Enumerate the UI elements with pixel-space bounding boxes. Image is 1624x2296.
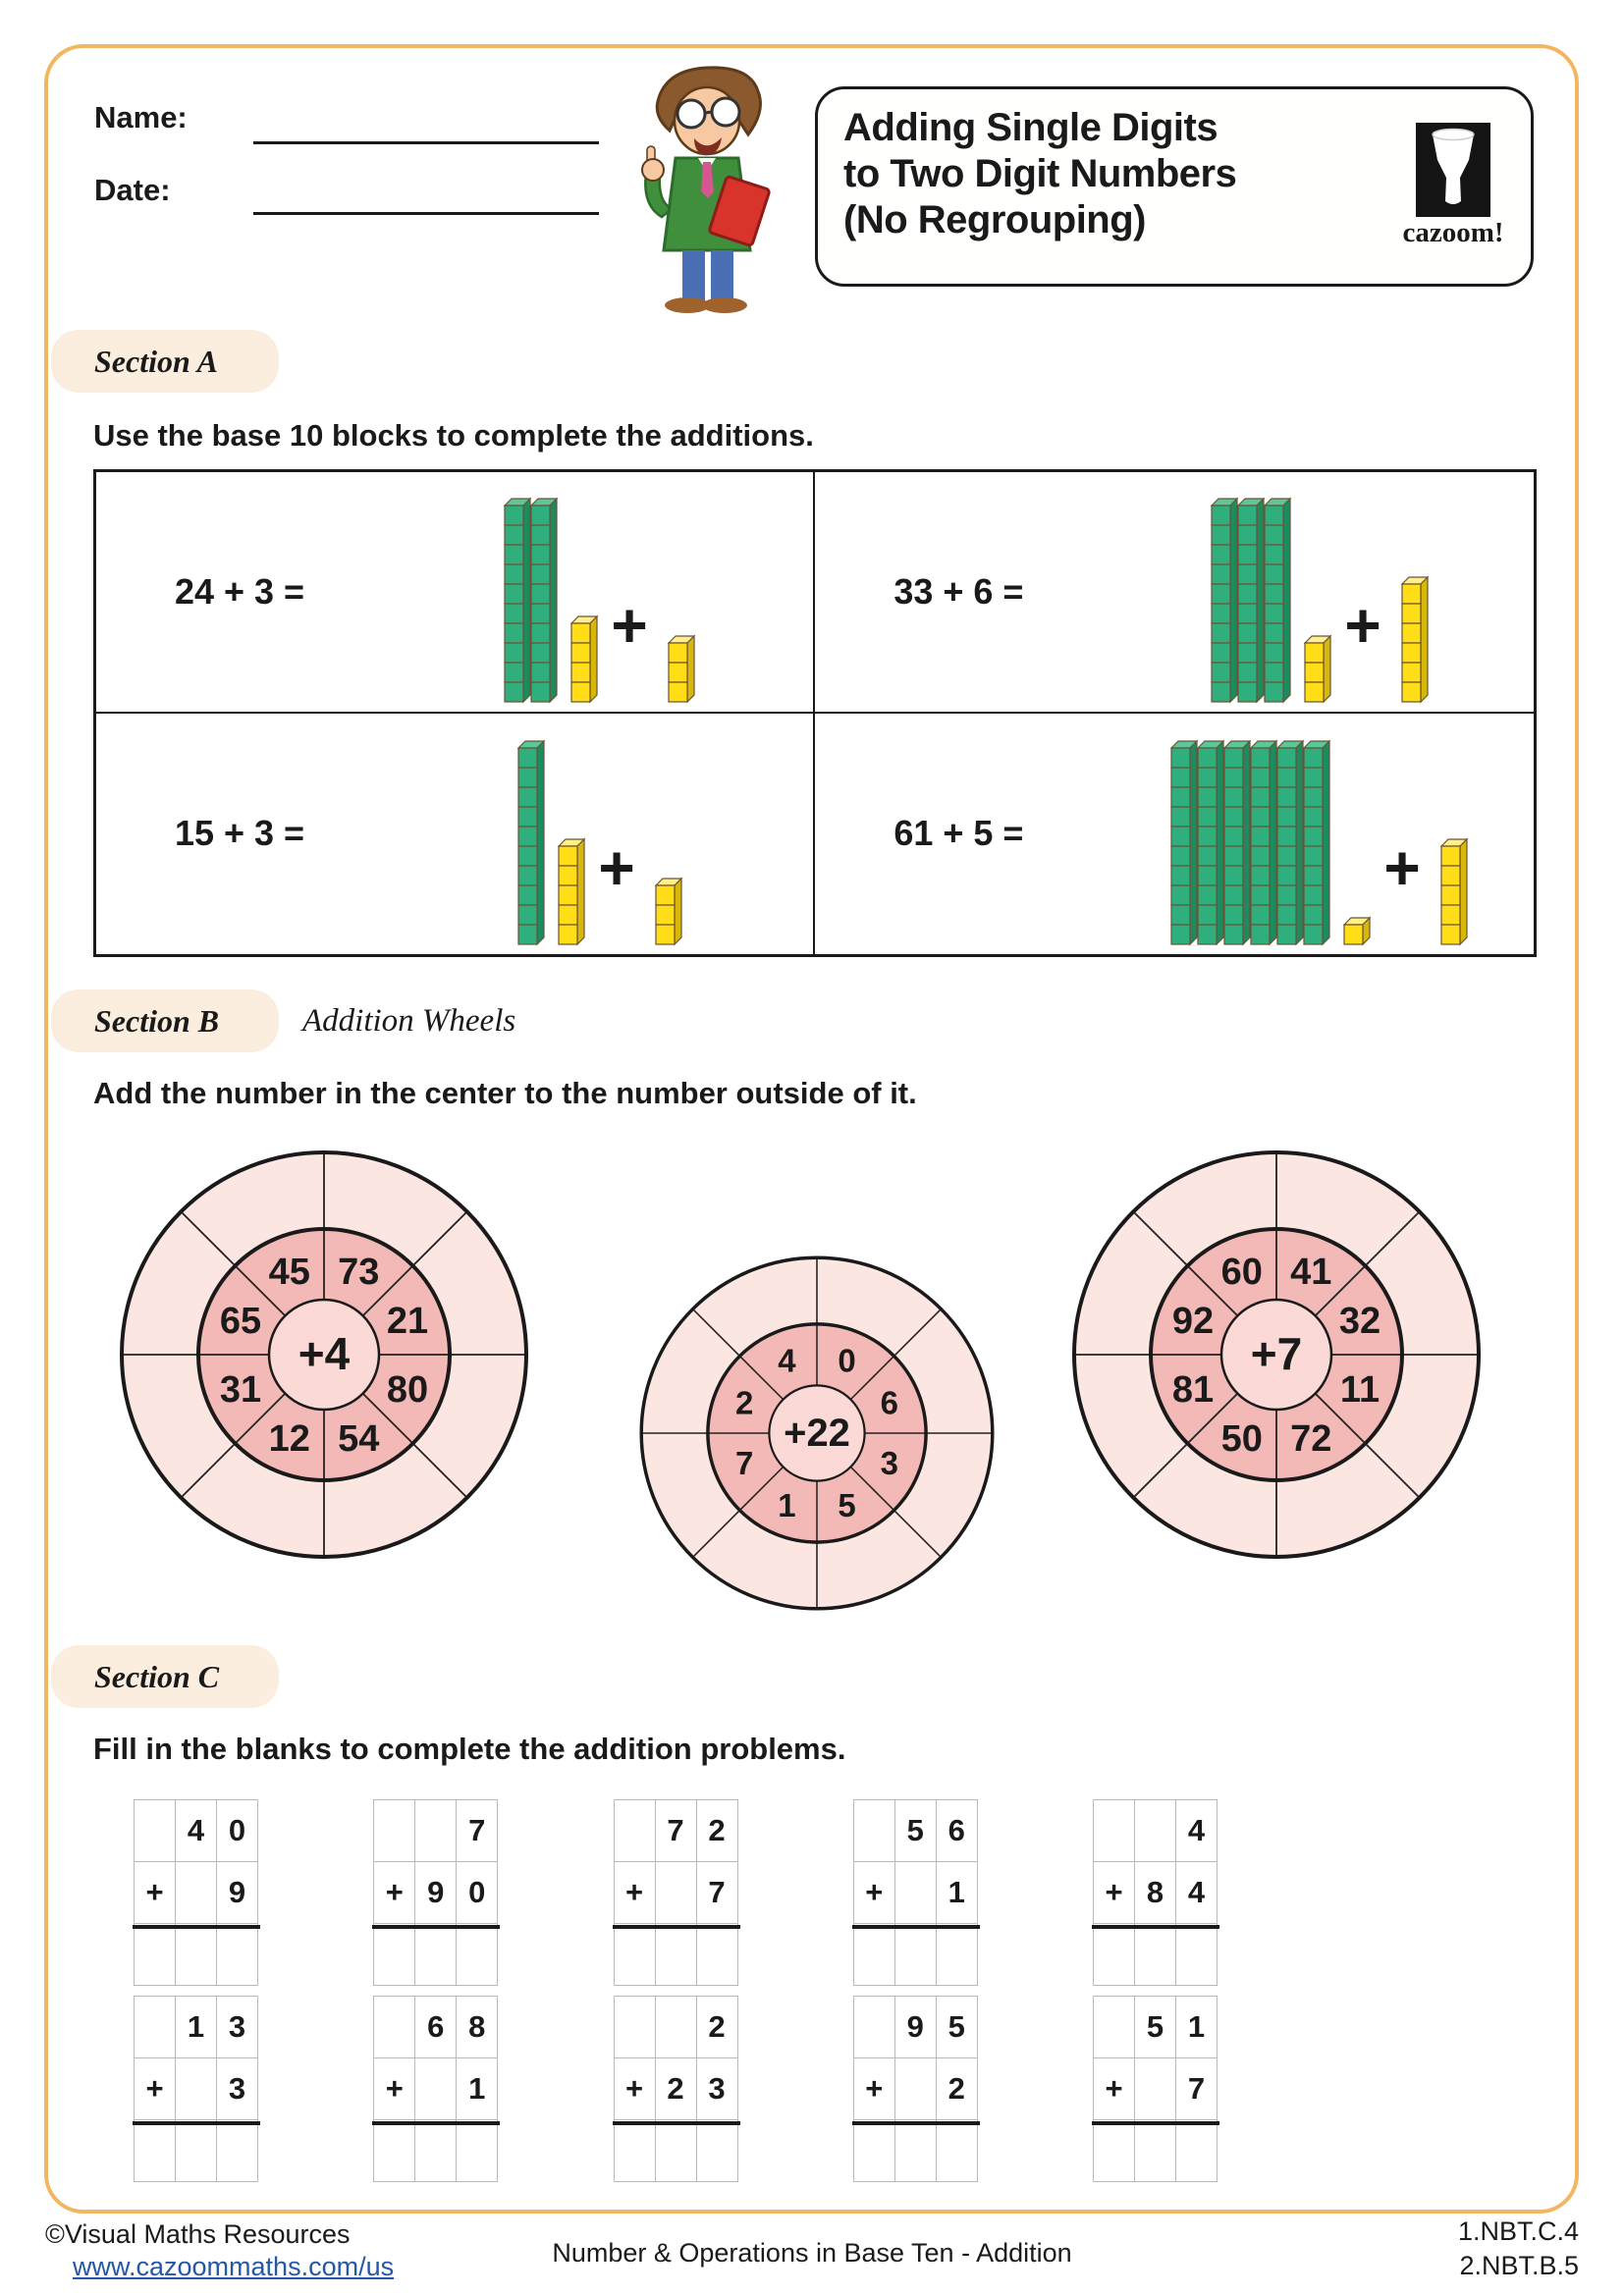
grid-digit: 7 bbox=[697, 1862, 738, 1924]
addition-grid-row bbox=[134, 1996, 1218, 2182]
addition-grid bbox=[614, 1799, 738, 1986]
grid-digit: + bbox=[854, 1862, 895, 1924]
svg-text:4: 4 bbox=[778, 1342, 796, 1379]
grid-blank-cell bbox=[656, 1997, 697, 2058]
addition-grid bbox=[853, 1996, 978, 2182]
svg-text:+: + bbox=[597, 832, 635, 903]
equals-line bbox=[372, 1925, 500, 1929]
grid-blank-cell bbox=[176, 1924, 217, 1986]
grid-blank-cell bbox=[895, 1862, 937, 1924]
equals-line bbox=[1092, 1925, 1219, 1929]
footer-copyright: ©Visual Maths Resources bbox=[45, 2219, 351, 2249]
name-blank-line bbox=[253, 141, 599, 144]
addition-wheel bbox=[1068, 1147, 1485, 1563]
grid-digit: 3 bbox=[217, 1997, 258, 2058]
grid-blank-cell bbox=[135, 1924, 176, 1986]
grid-blank-cell bbox=[697, 1924, 738, 1986]
grid-blank-cell bbox=[1094, 1800, 1135, 1862]
equals-line bbox=[613, 1925, 740, 1929]
grid-blank-cell bbox=[217, 1924, 258, 1986]
base10-problem-cell bbox=[96, 714, 815, 955]
grid-digit: 9 bbox=[895, 1997, 937, 2058]
base10-blocks bbox=[383, 714, 813, 955]
grid-digit: 7 bbox=[656, 1800, 697, 1862]
footer-url-link[interactable]: www.cazoommaths.com/us bbox=[73, 2252, 395, 2281]
equation-text: 24 + 3 = bbox=[174, 570, 305, 612]
grid-blank-cell bbox=[457, 2120, 498, 2182]
equation-text: 33 + 6 = bbox=[893, 570, 1024, 612]
grid-digit: + bbox=[1094, 2058, 1135, 2120]
grid-blank-cell bbox=[854, 1997, 895, 2058]
grid-digit: 7 bbox=[1176, 2058, 1218, 2120]
grid-blank-cell bbox=[176, 1862, 217, 1924]
addition-grid bbox=[1093, 1799, 1218, 1986]
addition-grid bbox=[134, 1996, 258, 2182]
svg-text:21: 21 bbox=[386, 1300, 429, 1342]
grid-digit: 0 bbox=[457, 1862, 498, 1924]
svg-text:60: 60 bbox=[1220, 1252, 1263, 1294]
equals-line bbox=[372, 2121, 500, 2125]
grid-digit: 5 bbox=[937, 1997, 978, 2058]
grid-digit: + bbox=[615, 1862, 656, 1924]
svg-text:3: 3 bbox=[880, 1444, 898, 1481]
grid-blank-cell bbox=[1094, 1997, 1135, 2058]
grid-blank-cell bbox=[1176, 2120, 1218, 2182]
standard-code: 1.NBT.C.4 bbox=[1457, 2216, 1579, 2246]
grid-blank-cell bbox=[135, 2120, 176, 2182]
svg-text:50: 50 bbox=[1220, 1417, 1263, 1460]
base10-blocks bbox=[1103, 472, 1534, 712]
addition-wheel bbox=[116, 1147, 532, 1563]
svg-text:+: + bbox=[1383, 832, 1422, 903]
section-b-instruction: Add the number in the center to the number outside of it. bbox=[93, 1076, 917, 1110]
grid-digit: 5 bbox=[895, 1800, 937, 1862]
section-a-instruction: Use the base 10 blocks to complete the additions. bbox=[93, 418, 814, 453]
section-a-label: Section A bbox=[94, 343, 218, 379]
grid-blank-cell bbox=[1094, 2120, 1135, 2182]
svg-text:1: 1 bbox=[778, 1487, 796, 1524]
svg-text:7: 7 bbox=[735, 1444, 754, 1481]
svg-text:32: 32 bbox=[1338, 1300, 1381, 1342]
grid-digit: + bbox=[615, 2058, 656, 2120]
section-c-instruction: Fill in the blanks to complete the addition problems. bbox=[93, 1732, 846, 1766]
section-a-pill bbox=[51, 330, 279, 393]
grid-blank-cell bbox=[415, 2058, 457, 2120]
grid-blank-cell bbox=[1176, 1924, 1218, 1986]
grid-blank-cell bbox=[937, 2120, 978, 2182]
grid-blank-cell bbox=[895, 2120, 937, 2182]
svg-text:31: 31 bbox=[219, 1369, 262, 1412]
addition-grid bbox=[373, 1996, 498, 2182]
grid-blank-cell bbox=[615, 1924, 656, 1986]
svg-text:+7: +7 bbox=[1250, 1328, 1303, 1379]
worksheet-title bbox=[843, 105, 1236, 243]
svg-text:81: 81 bbox=[1171, 1369, 1215, 1412]
grid-blank-cell bbox=[656, 2120, 697, 2182]
drum-icon bbox=[1416, 123, 1490, 217]
grid-digit: 1 bbox=[937, 1862, 978, 1924]
base10-problem-cell bbox=[815, 714, 1534, 955]
grid-digit: 8 bbox=[457, 1997, 498, 2058]
section-b-subtitle: Addition Wheels bbox=[302, 1002, 516, 1039]
equals-line bbox=[133, 1925, 260, 1929]
grid-digit: 4 bbox=[1176, 1862, 1218, 1924]
addition-grid bbox=[373, 1799, 498, 1986]
svg-text:92: 92 bbox=[1171, 1300, 1215, 1342]
grid-blank-cell bbox=[135, 1800, 176, 1862]
grid-digit: 6 bbox=[937, 1800, 978, 1862]
svg-text:5: 5 bbox=[838, 1487, 856, 1524]
title-line-3: (No Regrouping) bbox=[843, 198, 1146, 241]
grid-blank-cell bbox=[176, 2058, 217, 2120]
grid-digit: 9 bbox=[217, 1862, 258, 1924]
equals-line bbox=[613, 2121, 740, 2125]
grid-blank-cell bbox=[374, 1800, 415, 1862]
grid-digit: 6 bbox=[415, 1997, 457, 2058]
grid-digit: 2 bbox=[697, 1997, 738, 2058]
grid-blank-cell bbox=[1135, 2058, 1176, 2120]
section-c-pill bbox=[51, 1645, 279, 1708]
equation-text: 61 + 5 = bbox=[893, 813, 1024, 854]
grid-digit: 2 bbox=[937, 2058, 978, 2120]
svg-text:6: 6 bbox=[880, 1384, 898, 1421]
grid-digit: 3 bbox=[217, 2058, 258, 2120]
addition-grid bbox=[853, 1799, 978, 1986]
logo-wordmark: cazoom! bbox=[1402, 217, 1504, 248]
grid-digit: 2 bbox=[697, 1800, 738, 1862]
addition-grid bbox=[134, 1799, 258, 1986]
svg-text:2: 2 bbox=[735, 1384, 754, 1421]
grid-blank-cell bbox=[1135, 1800, 1176, 1862]
grid-digit: + bbox=[135, 2058, 176, 2120]
grid-digit: 4 bbox=[1176, 1800, 1218, 1862]
addition-wheel bbox=[636, 1253, 998, 1614]
grid-blank-cell bbox=[1135, 1924, 1176, 1986]
equals-line bbox=[852, 1925, 980, 1929]
grid-digit: 3 bbox=[697, 2058, 738, 2120]
grid-digit: + bbox=[374, 2058, 415, 2120]
date-blank-line bbox=[253, 212, 599, 215]
grid-digit: 1 bbox=[176, 1997, 217, 2058]
equation-text: 15 + 3 = bbox=[174, 813, 305, 854]
grid-blank-cell bbox=[895, 2058, 937, 2120]
grid-blank-cell bbox=[217, 2120, 258, 2182]
teacher-illustration bbox=[601, 57, 793, 316]
grid-blank-cell bbox=[374, 1997, 415, 2058]
svg-text:+: + bbox=[611, 589, 648, 661]
cazoom-logo bbox=[1381, 123, 1525, 249]
grid-digit: 2 bbox=[656, 2058, 697, 2120]
grid-blank-cell bbox=[697, 2120, 738, 2182]
svg-text:11: 11 bbox=[1339, 1369, 1380, 1412]
equals-line bbox=[852, 2121, 980, 2125]
grid-blank-cell bbox=[374, 1924, 415, 1986]
name-label: Name: bbox=[94, 100, 188, 134]
grid-blank-cell bbox=[1094, 1924, 1135, 1986]
grid-blank-cell bbox=[854, 1924, 895, 1986]
svg-text:+22: +22 bbox=[784, 1412, 850, 1456]
grid-blank-cell bbox=[895, 1924, 937, 1986]
svg-text:73: 73 bbox=[338, 1252, 380, 1294]
svg-text:41: 41 bbox=[1290, 1252, 1332, 1294]
grid-blank-cell bbox=[1135, 2120, 1176, 2182]
svg-text:72: 72 bbox=[1290, 1417, 1332, 1460]
equals-line bbox=[133, 2121, 260, 2125]
grid-blank-cell bbox=[937, 1924, 978, 1986]
svg-text:45: 45 bbox=[268, 1252, 310, 1294]
grid-digit: 5 bbox=[1135, 1997, 1176, 2058]
grid-digit: + bbox=[1094, 1862, 1135, 1924]
grid-blank-cell bbox=[457, 1924, 498, 1986]
grid-blank-cell bbox=[854, 2120, 895, 2182]
grid-blank-cell bbox=[854, 1800, 895, 1862]
svg-text:0: 0 bbox=[838, 1342, 856, 1379]
svg-text:65: 65 bbox=[219, 1300, 262, 1342]
date-label: Date: bbox=[94, 173, 171, 207]
base10-blocks bbox=[1103, 714, 1534, 955]
title-line-2: to Two Digit Numbers bbox=[843, 152, 1237, 195]
svg-text:54: 54 bbox=[338, 1417, 380, 1460]
footer-topic: Number & Operations in Base Ten - Addition bbox=[552, 2238, 1072, 2268]
grid-digit: 8 bbox=[1135, 1862, 1176, 1924]
svg-text:80: 80 bbox=[386, 1369, 429, 1412]
grid-blank-cell bbox=[656, 1862, 697, 1924]
grid-blank-cell bbox=[615, 1997, 656, 2058]
grid-blank-cell bbox=[656, 1924, 697, 1986]
title-line-1: Adding Single Digits bbox=[843, 106, 1218, 149]
grid-digit: + bbox=[135, 1862, 176, 1924]
grid-digit: + bbox=[374, 1862, 415, 1924]
base10-blocks bbox=[383, 472, 813, 712]
svg-text:12: 12 bbox=[268, 1417, 310, 1460]
grid-digit: 1 bbox=[1176, 1997, 1218, 2058]
grid-blank-cell bbox=[415, 1924, 457, 1986]
grid-blank-cell bbox=[415, 1800, 457, 1862]
addition-grid bbox=[614, 1996, 738, 2182]
section-b-pill bbox=[51, 989, 279, 1052]
standard-code: 2.NBT.B.5 bbox=[1459, 2251, 1579, 2280]
section-c-label: Section C bbox=[94, 1658, 220, 1694]
grid-blank-cell bbox=[374, 2120, 415, 2182]
base10-table bbox=[93, 469, 1537, 957]
footer-standards bbox=[1458, 2215, 1579, 2283]
grid-digit: + bbox=[854, 2058, 895, 2120]
equals-line bbox=[1092, 2121, 1219, 2125]
grid-digit: 0 bbox=[217, 1800, 258, 1862]
grid-blank-cell bbox=[135, 1997, 176, 2058]
addition-grid bbox=[1093, 1996, 1218, 2182]
grid-blank-cell bbox=[615, 2120, 656, 2182]
title-box bbox=[815, 86, 1534, 287]
addition-grid-row bbox=[134, 1799, 1218, 1986]
base10-problem-cell bbox=[96, 472, 815, 714]
grid-digit: 1 bbox=[457, 2058, 498, 2120]
grid-blank-cell bbox=[176, 2120, 217, 2182]
base10-problem-cell bbox=[815, 472, 1534, 714]
svg-text:+4: +4 bbox=[298, 1328, 351, 1379]
svg-text:+: + bbox=[1344, 589, 1381, 661]
grid-digit: 9 bbox=[415, 1862, 457, 1924]
section-b-label: Section B bbox=[94, 1002, 220, 1039]
grid-digit: 7 bbox=[457, 1800, 498, 1862]
grid-digit: 4 bbox=[176, 1800, 217, 1862]
grid-blank-cell bbox=[415, 2120, 457, 2182]
grid-blank-cell bbox=[615, 1800, 656, 1862]
